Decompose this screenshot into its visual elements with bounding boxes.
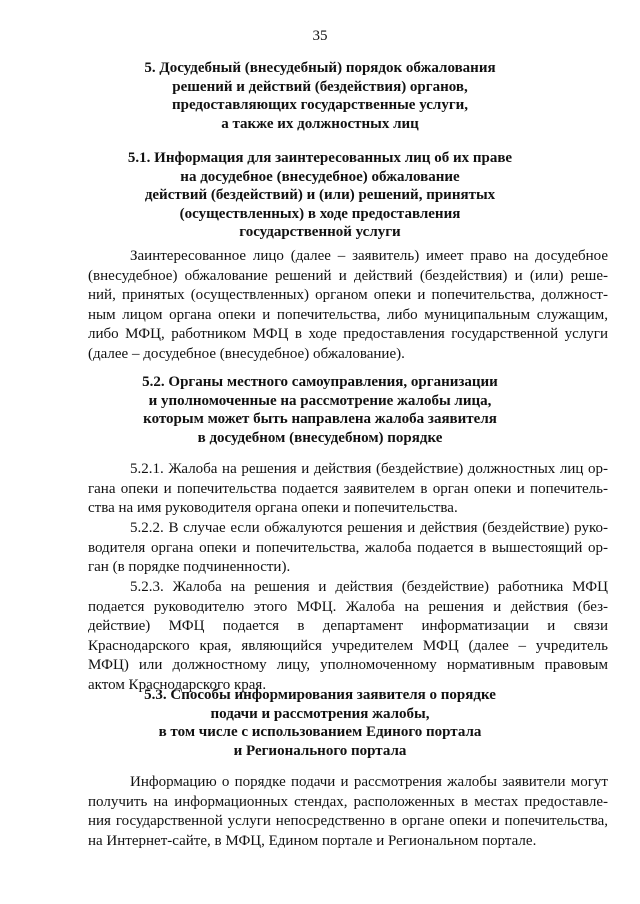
heading-line: и уполномоченные на рассмотрение жалобы лица,	[148, 392, 492, 409]
paragraph-line: ния государственной услуги непосредственно в органе опеки и попечительства,	[88, 813, 608, 829]
section-5-3-heading	[80, 686, 560, 760]
heading-line: (осуществленных) в ходе предоставления	[179, 205, 461, 222]
heading-line: подачи и рассмотрения жалобы,	[210, 705, 430, 722]
heading-line: а также их должностных лиц	[221, 115, 419, 132]
heading-line: 5. Досудебный (внесудебный) порядок обжалования	[144, 60, 496, 76]
heading-line: предоставляющих государственные услуги,	[171, 97, 469, 113]
page-number: 35	[312, 28, 328, 44]
heading-line: на досудебное (внесудебное) обжалование	[180, 168, 460, 185]
paragraph-line: Информацию о порядке подачи и рассмотрения жалобы заявители могут	[130, 774, 608, 790]
section-5-2-heading	[80, 373, 560, 447]
paragraph-line: (далее – досудебное (внесудебное) обжалование).	[88, 345, 405, 362]
paragraph-line: на Интернет-сайте, в МФЦ, Едином портале и Региональном портале.	[88, 832, 537, 849]
paragraph-line: Краснодарского края, являющийся учредителем МФЦ (далее – учредитель	[88, 637, 608, 654]
heading-line: действий (бездействий) и (или) решений, принятых	[144, 187, 496, 203]
heading-line: 5.2. Органы местного самоуправления, организации	[142, 374, 498, 390]
heading-line: которым может быть направлена жалоба заявителя	[143, 411, 497, 427]
paragraph-line: ний, принятых (осуществленных) органом опеки и попечительства, должност-	[88, 287, 608, 303]
paragraph-line: получить на информационных стендах, расположенных в местах предоставле-	[88, 793, 608, 810]
paragraph-5-2-2	[88, 519, 608, 578]
paragraph-line: Заинтересованное лицо (далее – заявитель) имеет право на досудебное	[130, 248, 608, 264]
heading-line: в досудебном (внесудебном) порядке	[197, 429, 443, 446]
paragraph-line: ным лицом органа опеки и попечительства, либо муниципальным служащим,	[88, 306, 608, 323]
section-5-1-paragraph	[88, 247, 608, 364]
heading-line: и Регионального портала	[233, 742, 407, 759]
paragraph-line: 5.2.1. Жалоба на решения и действия (бездействие) должностных лиц ор-	[130, 461, 608, 477]
section-5-heading	[80, 59, 560, 133]
paragraph-line: 5.2.2. В случае если обжалуются решения и действия (бездействие) руко-	[130, 520, 608, 536]
paragraph-line: ства на имя руководителя органа опеки и попечительства.	[88, 500, 458, 516]
heading-line: государственной услуги	[239, 224, 401, 240]
paragraph-line: действие) МФЦ подается в департамент информатизации и связи	[88, 618, 608, 634]
heading-line: 5.3. Способы информирования заявителя о порядке	[144, 687, 496, 703]
section-5-3-paragraph	[88, 773, 608, 851]
heading-line: в том числе с использованием Единого портала	[158, 724, 482, 740]
paragraph-line: актом Краснодарского края.	[88, 676, 267, 693]
paragraph-line: подается руководителю этого МФЦ. Жалоба на решения и действия (без-	[88, 598, 608, 615]
heading-line: 5.1. Информация для заинтересованных лиц об их праве	[127, 150, 513, 166]
heading-line: решений и действий (бездействия) органов,	[172, 78, 468, 95]
paragraph-line: водителя органа опеки и попечительства, жалоба подается в вышестоящий ор-	[88, 539, 608, 556]
paragraph-line: гана опеки и попечительства подается заявителем в орган опеки и попечитель-	[88, 480, 608, 497]
paragraph-line: МФЦ) или должностному лицу, уполномоченному нормативным правовым	[88, 657, 608, 673]
section-5-1-heading	[80, 149, 560, 242]
paragraph-5-2-1	[88, 460, 608, 519]
paragraph-line: (внесудебное) обжалование решений и действий (бездействия) и (или) реше-	[88, 267, 608, 284]
paragraph-line: ган (в порядке подчиненности).	[88, 559, 291, 575]
paragraph-5-2-3	[88, 578, 608, 695]
paragraph-line: либо МФЦ, работником МФЦ в ходе предоставления государственной услуги	[88, 326, 608, 342]
paragraph-line: 5.2.3. Жалоба на решения и действия (бездействие) работника МФЦ	[130, 579, 608, 595]
